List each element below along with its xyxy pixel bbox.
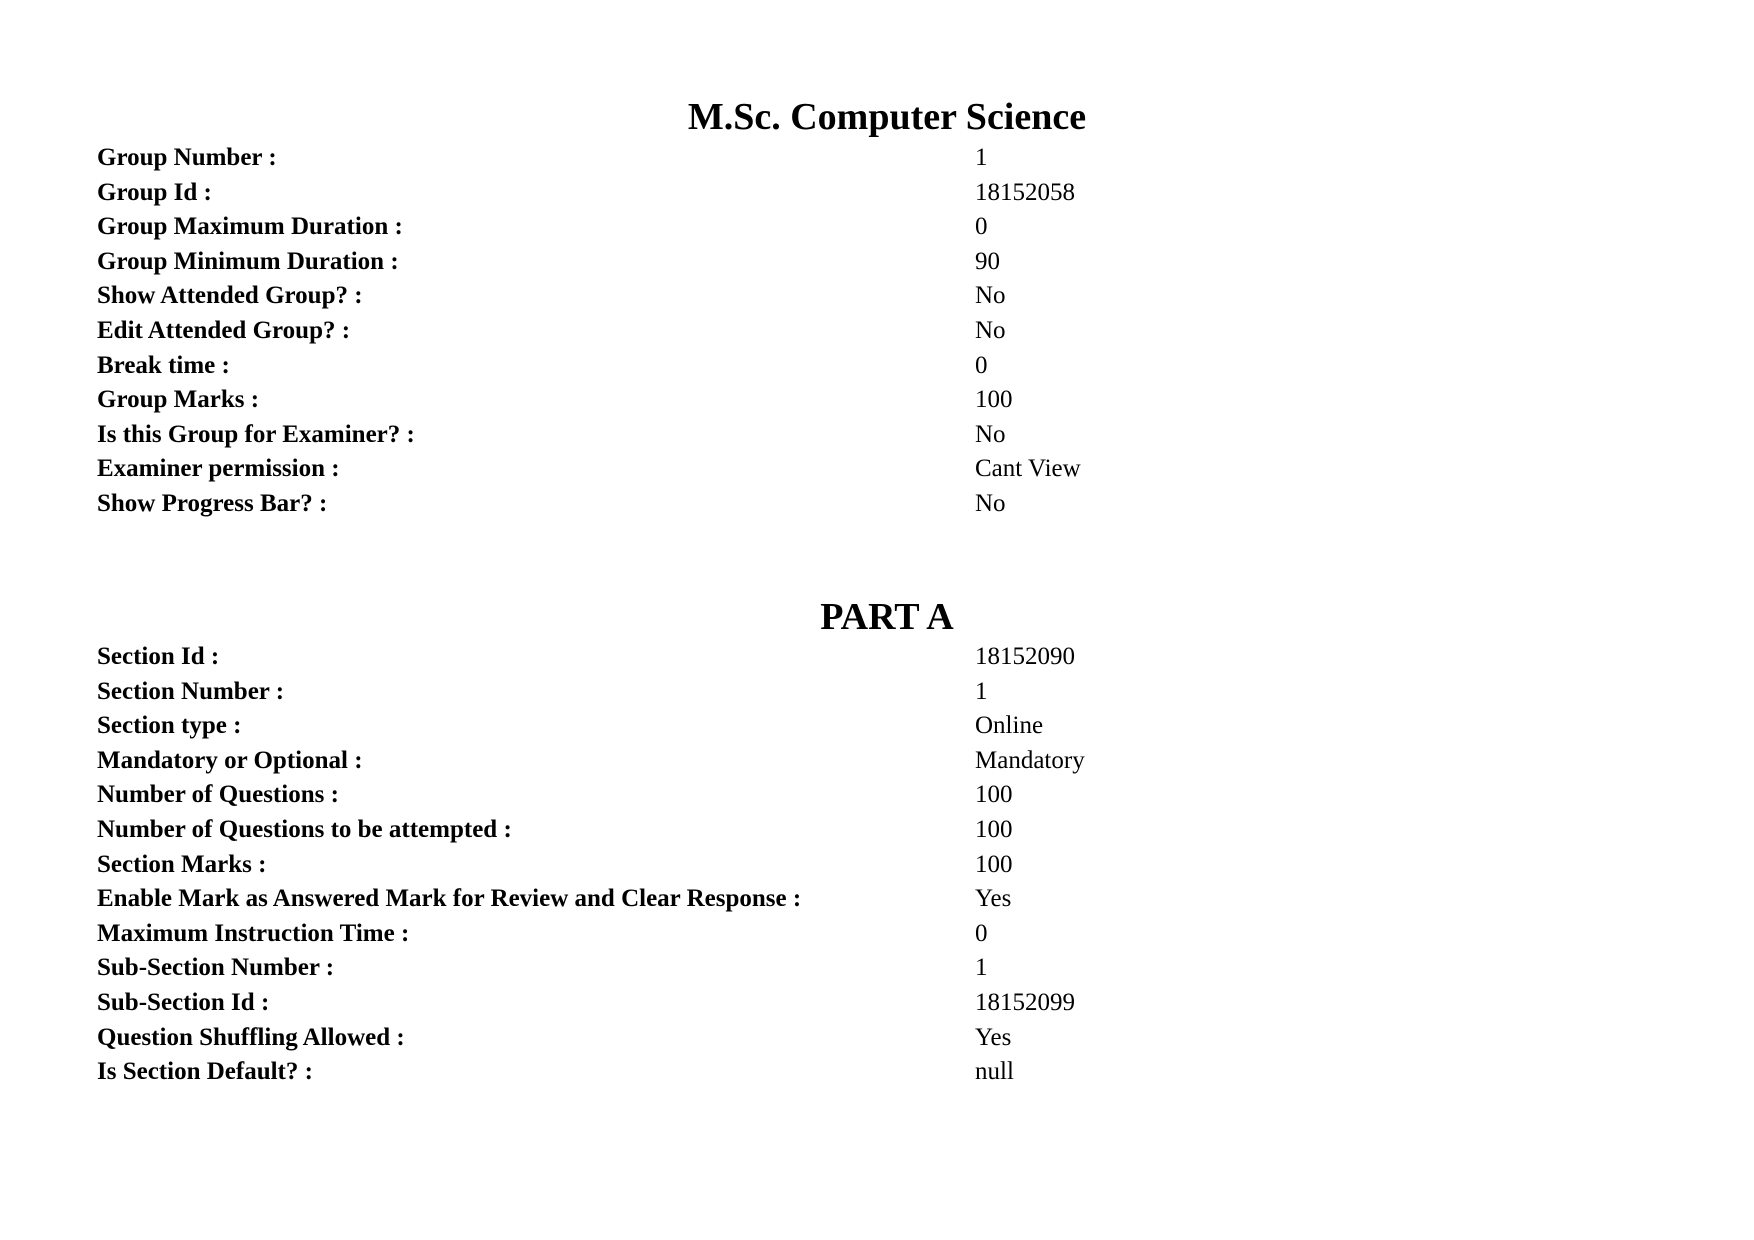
- table-row: [97, 245, 1397, 280]
- row-value: Mandatory: [975, 746, 1085, 774]
- row-label: Group Minimum Duration :: [97, 247, 399, 275]
- table-row: [97, 279, 1397, 314]
- table-row: [97, 1055, 1397, 1090]
- row-value: No: [975, 420, 1006, 448]
- row-value: 18152090: [975, 643, 1075, 670]
- row-label: Section type :: [97, 712, 242, 740]
- row-label: Show Progress Bar? :: [97, 489, 328, 517]
- row-label: Group Id :: [97, 178, 212, 206]
- table-row: [97, 210, 1397, 245]
- row-value: 0: [975, 351, 988, 379]
- row-label: Show Attended Group? :: [97, 282, 363, 310]
- row-label: Number of Questions :: [97, 781, 339, 809]
- row-value: No: [975, 489, 1006, 517]
- table-row: [97, 744, 1397, 779]
- table-row: [97, 141, 1397, 176]
- table-row: [97, 675, 1397, 710]
- row-value: Cant View: [975, 455, 1081, 483]
- table-row: [97, 452, 1397, 487]
- row-label: Maximum Instruction Time :: [97, 919, 410, 947]
- row-value: 1: [975, 954, 988, 982]
- table-row: [97, 487, 1397, 522]
- row-label: Section Marks :: [97, 850, 267, 878]
- table-row: [97, 314, 1397, 349]
- row-label: Enable Mark as Answered Mark for Review and Clear Response :: [97, 885, 802, 913]
- row-value: 100: [975, 781, 1013, 809]
- section-details-table: [97, 640, 1397, 1090]
- row-label: Edit Attended Group? :: [97, 316, 351, 344]
- table-row: [97, 778, 1397, 813]
- row-label: Break time :: [97, 351, 230, 379]
- row-label: Is this Group for Examiner? :: [97, 420, 415, 448]
- row-label: Section Id :: [97, 643, 220, 670]
- row-value: 18152099: [975, 988, 1075, 1016]
- row-label: Is Section Default? :: [97, 1058, 313, 1086]
- row-label: Sub-Section Number :: [97, 954, 335, 982]
- row-label: Group Marks :: [97, 386, 260, 414]
- row-value: 100: [975, 850, 1013, 878]
- group-title: M.Sc. Computer Science: [687, 96, 1087, 138]
- table-row: [97, 813, 1397, 848]
- row-label: Sub-Section Id :: [97, 988, 270, 1016]
- table-row: [97, 383, 1397, 418]
- table-row: [97, 349, 1397, 384]
- row-value: Online: [975, 712, 1044, 740]
- row-value: 100: [975, 815, 1013, 843]
- row-label: Group Number :: [97, 144, 277, 171]
- row-value: No: [975, 282, 1006, 310]
- table-row: [97, 640, 1397, 675]
- table-row: [97, 986, 1397, 1021]
- table-row: [97, 882, 1397, 917]
- row-label: Group Maximum Duration :: [97, 213, 403, 241]
- table-row: [97, 951, 1397, 986]
- table-row: [97, 848, 1397, 883]
- row-value: 1: [975, 677, 988, 705]
- row-value: 100: [975, 386, 1013, 414]
- row-value: Yes: [975, 1023, 1012, 1051]
- table-row: [97, 1021, 1397, 1056]
- row-value: null: [975, 1058, 1014, 1086]
- table-row: [97, 418, 1397, 453]
- table-row: [97, 917, 1397, 952]
- row-label: Mandatory or Optional :: [97, 746, 363, 774]
- table-row: [97, 176, 1397, 211]
- table-row: [97, 709, 1397, 744]
- row-value: No: [975, 316, 1006, 344]
- row-label: Number of Questions to be attempted :: [97, 815, 512, 843]
- row-value: 1: [975, 144, 988, 171]
- group-details-table: [97, 141, 1397, 522]
- row-label: Examiner permission :: [97, 455, 340, 483]
- row-label: Section Number :: [97, 677, 285, 705]
- row-value: 90: [975, 247, 1000, 275]
- row-value: 18152058: [975, 178, 1075, 206]
- row-value: Yes: [975, 885, 1012, 913]
- section-title: PART A: [820, 596, 954, 638]
- row-value: 0: [975, 213, 988, 241]
- row-value: 0: [975, 919, 988, 947]
- row-label: Question Shuffling Allowed :: [97, 1023, 405, 1051]
